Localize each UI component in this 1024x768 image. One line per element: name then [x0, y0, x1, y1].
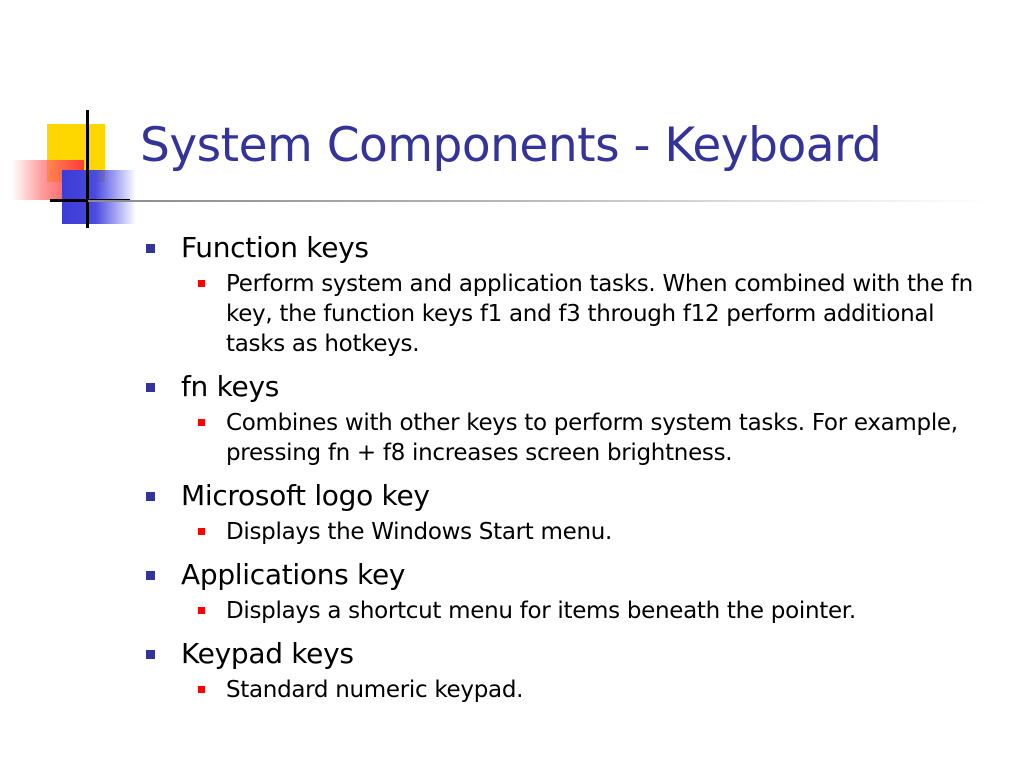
sub-bullet-text: Displays a shortcut menu for items beneath the pointer. — [226, 598, 856, 624]
sub-bullet-applications-key — [146, 596, 986, 626]
bullet-item-function-keys — [146, 230, 986, 266]
square-bullet-icon — [146, 650, 155, 659]
blue-gradient-square — [62, 170, 136, 224]
sub-bullet-microsoft-logo-key — [146, 517, 986, 547]
bullet-item-applications-key — [146, 557, 986, 593]
bullet-item-microsoft-logo-key — [146, 478, 986, 514]
sub-bullet-function-keys — [146, 269, 986, 359]
square-bullet-icon — [146, 383, 155, 392]
square-bullet-icon — [146, 492, 155, 501]
square-bullet-icon — [198, 686, 205, 693]
square-bullet-icon — [198, 280, 205, 287]
bullet-label: fn keys — [181, 370, 280, 403]
square-bullet-icon — [146, 244, 155, 253]
slide-title: System Components - Keyboard — [140, 118, 882, 173]
sub-bullet-text: Combines with other keys to perform system tasks. For example, pressing fn + f8 increases screen brightness. — [226, 410, 958, 466]
square-bullet-icon — [198, 419, 205, 426]
sub-bullet-text: Standard numeric keypad. — [226, 677, 524, 703]
sub-bullet-text: Perform system and application tasks. When combined with the fn key, the function keys f1 and f3 through f12 perform additional tasks as hotkeys. — [226, 271, 973, 357]
title-underline — [88, 200, 988, 202]
square-bullet-icon — [198, 528, 205, 535]
bullet-item-keypad-keys — [146, 636, 986, 672]
bullet-item-fn-keys — [146, 369, 986, 405]
square-bullet-icon — [146, 571, 155, 580]
bullet-label: Microsoft logo key — [181, 479, 430, 512]
bullet-label: Applications key — [181, 558, 406, 591]
vertical-line — [86, 110, 89, 228]
bullet-label: Keypad keys — [181, 637, 354, 670]
square-bullet-icon — [198, 607, 205, 614]
bullet-label: Function keys — [181, 231, 369, 264]
sub-bullet-fn-keys — [146, 408, 986, 468]
sub-bullet-text: Displays the Windows Start menu. — [226, 519, 613, 545]
sub-bullet-keypad-keys — [146, 675, 986, 705]
bullet-list — [146, 230, 986, 705]
